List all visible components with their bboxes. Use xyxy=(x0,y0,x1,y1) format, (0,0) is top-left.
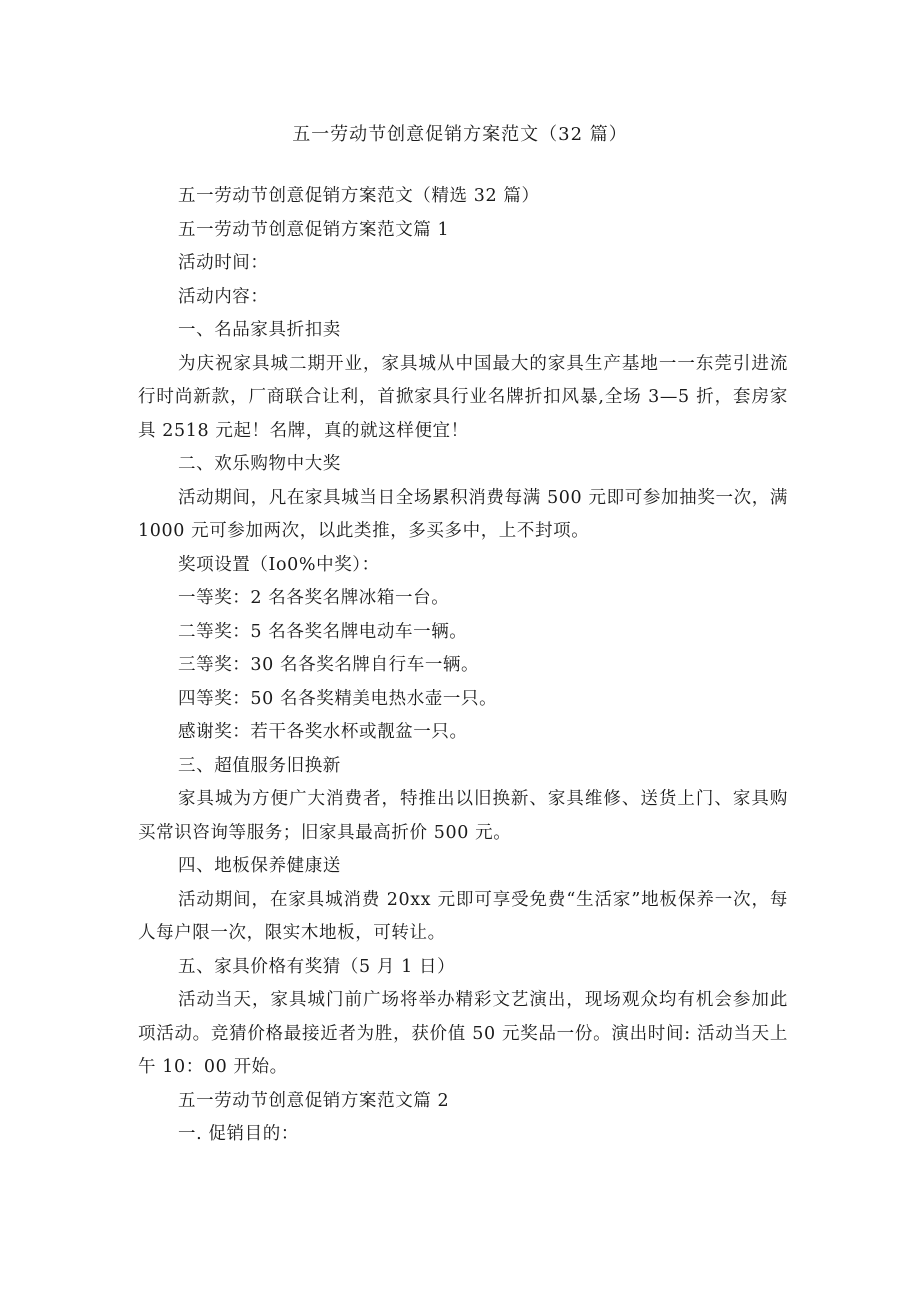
section-heading: 五一劳动节创意促销方案范文篇 1 xyxy=(178,219,450,240)
activity-time: 活动时间： xyxy=(178,253,269,273)
subtitle-paragraph: 五一劳动节创意促销方案范文（精选 32 篇） xyxy=(178,186,540,206)
paragraph: 活动期间，在家具城消费 20xx 元即可享受免费“生活家”地板保养一次，每人每户限一次，限实木地板，可转让。 xyxy=(138,889,788,943)
paragraph: 活动期间，凡在家具城当日全场累积消费每满 500 元即可参加抽奖一次，满 1000 元可参加两次，以此类推，多买多中，上不封项。 xyxy=(138,487,788,541)
prize-item: 四等奖：50 名各奖精美电热水壶一只。 xyxy=(178,688,498,709)
section-heading: 五一劳动节创意促销方案范文篇 2 xyxy=(178,1090,450,1111)
prize-item: 二等奖：5 名各奖名牌电动车一辆。 xyxy=(178,621,468,642)
prize-item: 三等奖：30 名各奖名牌自行车一辆。 xyxy=(178,655,480,675)
document-body xyxy=(138,180,788,1152)
item-heading: 三、超值服务旧换新 xyxy=(178,755,341,776)
prize-item: 感谢奖：若干各奖水杯或靓盆一只。 xyxy=(178,722,468,742)
document-title: 五一劳动节创意促销方案范文（32 篇） xyxy=(292,124,628,145)
paragraph: 家具城为方便广大消费者，特推出以旧换新、家具维修、送货上门、家具购买常识咨询等服务；旧家具最高折价 500 元。 xyxy=(138,789,788,843)
item-heading: 一、名品家具折扣卖 xyxy=(178,320,341,340)
prize-settings: 奖项设置（Io0%中奖）： xyxy=(178,554,380,575)
item-heading: 四、地板保养健康送 xyxy=(178,856,341,876)
item-heading: 五、家具价格有奖猜（5 月 1 日） xyxy=(178,956,456,977)
paragraph: 活动当天，家具城门前广场将举办精彩文艺演出，现场观众均有机会参加此项活动。竞猜价格最接近者为胜，获价值 50 元奖品一份。演出时间: 活动当天上午 10：00 开始。 xyxy=(138,990,788,1077)
prize-item: 一等奖：2 名各奖名牌冰箱一台。 xyxy=(178,588,450,608)
item-heading: 一. 促销目的： xyxy=(178,1124,299,1144)
paragraph: 为庆祝家具城二期开业，家具城从中国最大的家具生产基地一一东莞引进流行时尚新款，厂商联合让利，首掀家具行业名牌折扣风暴,全场 3—5 折，套房家具 2518 元起！名牌，真的就这样便宜！ xyxy=(138,353,788,441)
item-heading: 二、欢乐购物中大奖 xyxy=(178,454,341,474)
activity-content: 活动内容： xyxy=(178,286,269,307)
